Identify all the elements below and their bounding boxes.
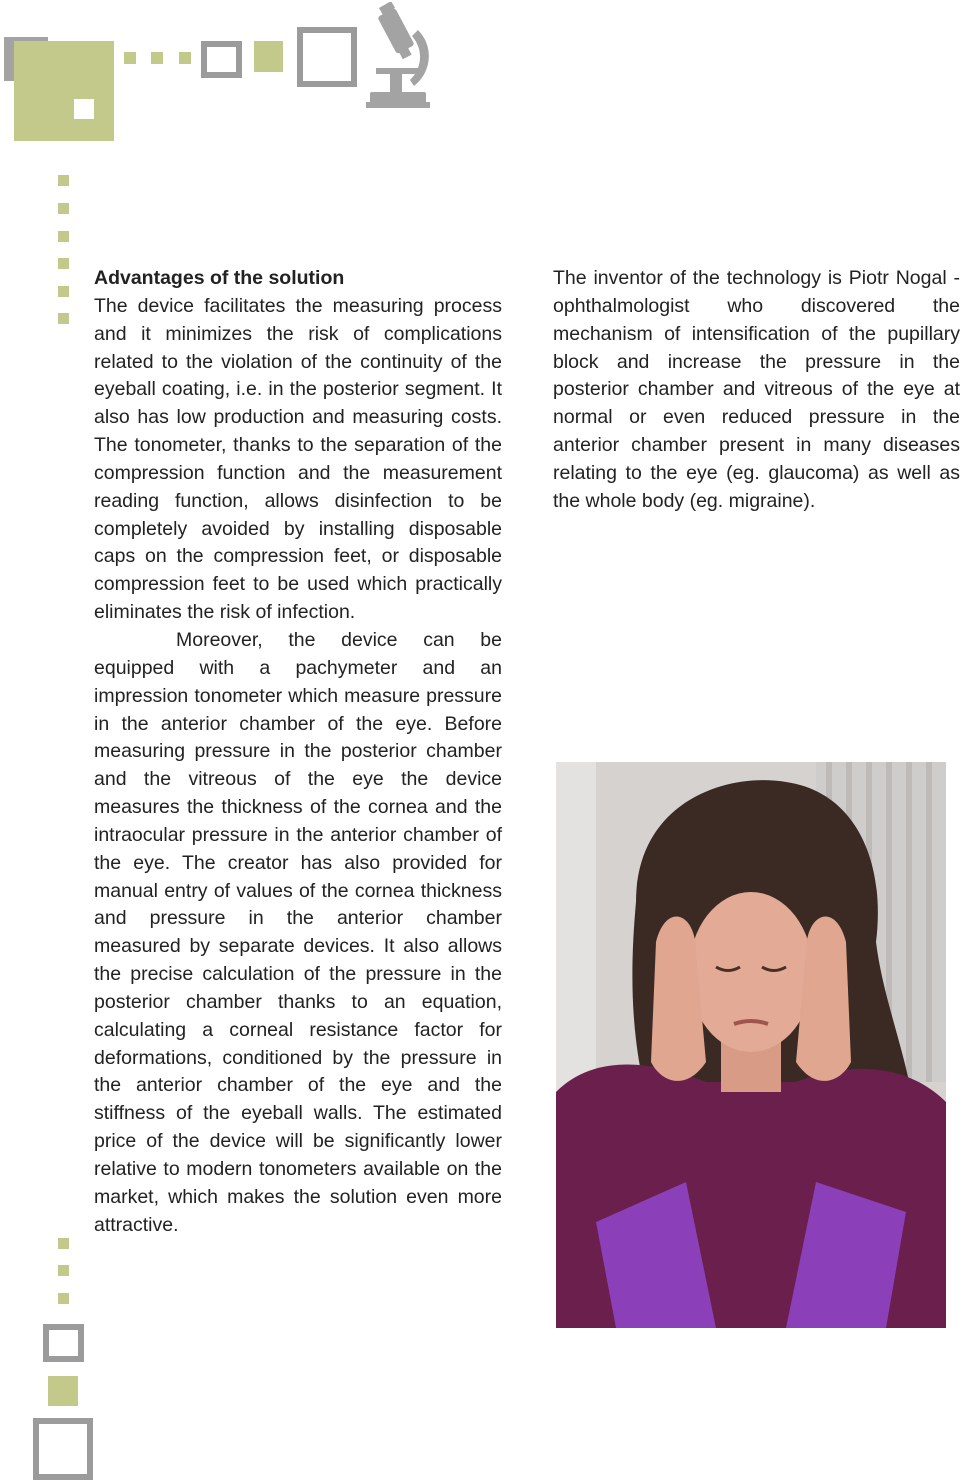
left-text-column (94, 265, 502, 1240)
decor-square-green-large (14, 41, 114, 141)
decor-square-outline-gray-large (33, 1418, 93, 1480)
decor-dot (124, 52, 136, 64)
decor-dot (151, 52, 163, 64)
photo-woman-headache (556, 762, 946, 1328)
microscope-icon (360, 2, 432, 114)
decor-dot (58, 231, 69, 242)
decor-square-outline-gray (43, 1324, 84, 1362)
decor-square-outline-gray (201, 41, 242, 78)
decor-dot (179, 52, 191, 64)
right-text-column (553, 265, 960, 516)
decor-square-green (48, 1376, 78, 1406)
decor-dot (58, 175, 69, 186)
decor-dot (58, 1238, 69, 1249)
photo-illustration (556, 762, 946, 1328)
section-heading: Advantages of the solution (94, 267, 345, 289)
paragraph: The device facilitates the measuring process and it minimizes the risk of complications related to the violation of the continuity of the eyeball coating, i.e. in the posterior segment. It also has low production and measuring costs. The tonometer, thanks to the separation of the compression function and the measurement reading function, allows disinfection to be completely avoided by installing disposable caps on the compression feet, or disposable compression feet to be used which practically eliminates the risk of infection. (94, 294, 502, 624)
decor-square-outline-gray-large (297, 27, 357, 87)
decor-square-green (254, 41, 283, 72)
decor-square-white-inset (74, 99, 94, 119)
decor-dot (58, 286, 69, 297)
paragraph: The inventor of the technology is Piotr Nogal - ophthalmologist who discovered the mechanism of intensification of the pupillary block and increase the pressure in the posterior chamber and vitreous of the eye at normal or even reduced pressure in the anterior chamber present in many diseases relating to the eye (eg. glaucoma) as well as the whole body (eg. migraine). (553, 267, 960, 512)
decor-dot (58, 203, 69, 214)
decor-dot (58, 258, 69, 269)
paragraph: Moreover, the device can be equipped with a pachymeter and an impression tonometer which measure pressure in the anterior chamber of the eye. Before measuring pressure in the posterior chamber and the vitreous of the eye the device measures the thickness of the cornea and the intraocular pressure in the anterior chamber of the eye. The creator has also provided for manual entry of values of the cornea thickness and pressure in the anterior chamber measured by separate devices. It also allows the precise calculation of the pressure in the posterior chamber thanks to an equation, calculating a corneal resistance factor for deformations, conditioned by the pressure in the anterior chamber of the eye and the stiffness of the eyeball walls. The estimated price of the device will be significantly lower relative to modern tonometers available on the market, which makes the solution even more attractive. (94, 628, 502, 1236)
decor-dot (58, 1293, 69, 1304)
decor-dot (58, 1265, 69, 1276)
decor-dot (58, 313, 69, 324)
